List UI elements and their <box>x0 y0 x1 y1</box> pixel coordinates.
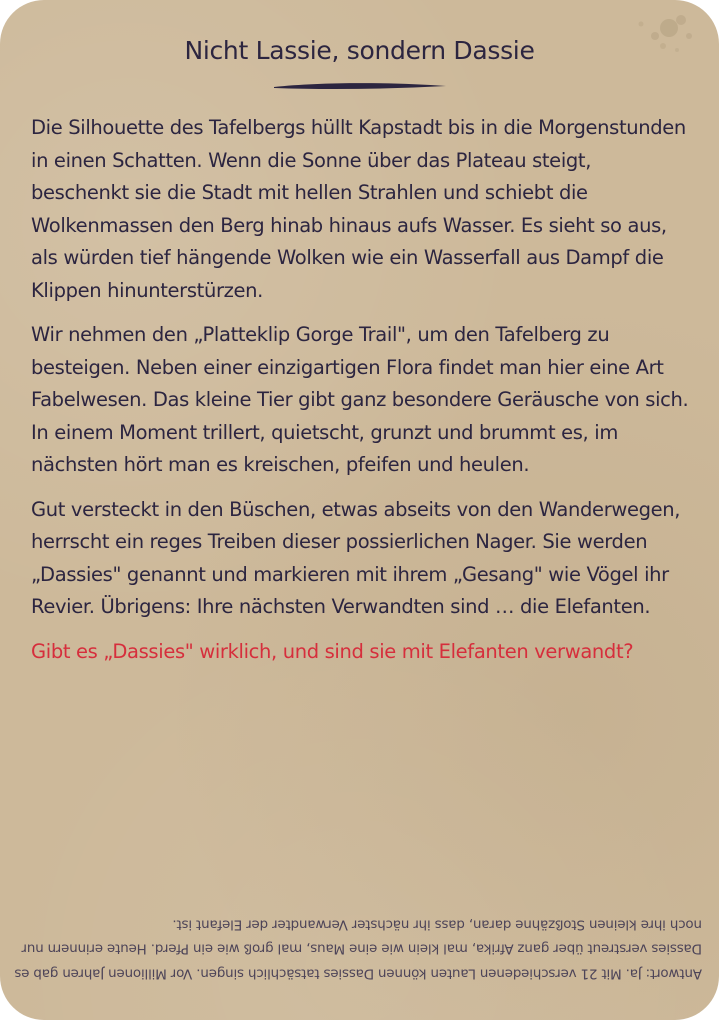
story-paragraph-3: Gut versteckt in den Büschen, etwas abseits von den Wanderwegen, herrscht ein reges Treiben dieser possierlichen Nager. Sie werden „Dassies" genannt und markieren mit ihrem „Gesang" wie Vögel ihr Revier. Übrigens: Ihre nächsten Verwandten sind … die Elefanten. <box>31 497 681 618</box>
riddle-question: Gibt es „Dassies" wirklich, und sind sie mit Elefanten verwandt? <box>31 639 634 663</box>
card-body <box>31 112 693 680</box>
story-paragraph-2: Wir nehmen den „Platteklip Gorge Trail", um den Tafelberg zu besteigen. Neben einer einzigartigen Flora findet man hier eine Art Fabelwesen. Das kleine Tier gibt ganz besondere Geräusche von sich. In einem Moment trillert, quietscht, grunzt und brummt es, im nächsten hört man es kreischen, pfeifen und heulen. <box>31 323 689 476</box>
title-underline-decoration <box>270 80 450 92</box>
card-title: Nicht Lassie, sondern Dassie <box>184 36 535 65</box>
upside-down-answer: Antwort: Ja. Mit 21 verschiedenen Lauten können Dassies tatsächlich singen. Vor Millionen Jahren gab es Dassies verstreut über ganz Afrika, mal klein wie eine Maus, mal groß wie ein Pferd. Heute erinnern nur noch ihre kleinen Stoßzähne daran, dass ihr nächster Verwandter der Elefant ist. <box>14 916 702 982</box>
story-paragraph-1: Die Silhouette des Tafelbergs hüllt Kapstadt bis in die Morgenstunden in einen Schatten. Wenn die Sonne über das Plateau steigt, beschenkt sie die Stadt mit hellen Strahlen und schiebt die Wolkenmassen den Berg hinab hinaus aufs Wasser. Es sieht so aus, als würden tief hängende Wolken wie ein Wasserfall aus Dampf die Klippen hinunterstürzen. <box>31 116 686 302</box>
